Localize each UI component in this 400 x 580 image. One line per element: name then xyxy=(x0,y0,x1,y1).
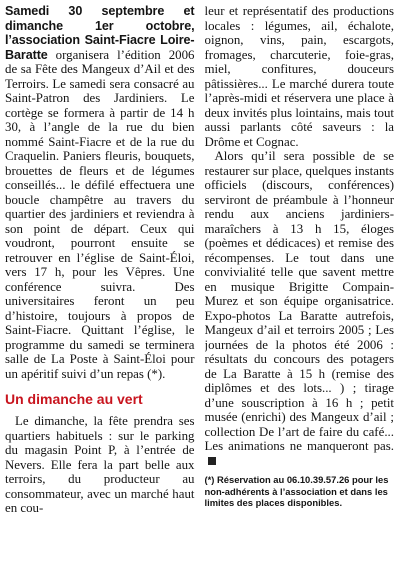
article-column-right xyxy=(205,4,395,576)
lead-text: Samedi 30 septembre et dimanche 1er octobre, l’association Saint-Fiacre Loire-Baratte xyxy=(5,4,195,62)
article-column-left xyxy=(5,4,195,576)
market-paragraph: leur et représentatif des productions locales : légumes, ail, échalote, oignon, vins, pain, escargots, fromages, charcuterie, foie-gras, miel, confitures, douceurs pâtissières... Le marché durera toute l’après-midi et réservera une place à deux invités plus lointains, mais tout aussi parlants côté saveurs : la Drôme et Cognac. xyxy=(204,4,394,149)
section-subheading: Un dimanche au vert xyxy=(5,391,143,407)
end-of-article-mark xyxy=(208,457,216,465)
reservation-footnote: (*) Réservation au 06.10.39.57.26 pour les non-adhérents à l’association et dans les limites des places disponibles. xyxy=(204,474,389,508)
intro-body: organisera l’édition 2006 de sa Fête des Mangeux d’Ail et des Terroirs. Le samedi sera consacré au Saint-Patron des Jardiniers. Le cortège se formera à partir de 14 h 30, à l’angle de la rue du bien nommé Saint-Fiacre et de la rue du Craquelin. Paniers fleuris, bouquets, brouettes de fleurs et de légumes conseillés... le défilé effectuera une boucle champêtre au travers du quartier des jardiniers et reviendra à son point de départ. Ceux qui voudront, pourront ensuite se retrouver en l’église de Saint-Éloi, vers 17 h, pour les Vêpres. Une conférence suivra. Des universitaires feront un peu d’histoire, toujours à propos de Saint-Fiacre. Quittant l’église, le programme du samedi se terminera salle de La Poste à Saint-Éloi pour un apéritif suivi d’un repas (*). xyxy=(5,47,195,381)
sunday-paragraph: Le dimanche, la fête prendra ses quartiers habituels : sur le parking du magasin Point P, à l’entrée de Nevers. Elle fera la part belle aux terroirs, du producteur au consommateur, avec un marché haut en cou- xyxy=(5,414,195,515)
intro-paragraph xyxy=(5,4,195,381)
ceremony-text: Alors qu’il sera possible de se restaurer sur place, quelques instants officiels (discours, conférences) serviront de préambule à l’honneur rendu aux anciens jardiniers-maraîchers à 13 h 15, éloges (poèmes et dédicaces) et remise des récompenses. Le tout dans une convivialité telle que savent mettre en musique Brigitte Compain-Murez et son équipe organisatrice. Expo-photos La Baratte autrefois, Mangeux d’ail et terroirs 2005 ; Les journées de la photos été 2006 : résultats du concours des potagers de La Baratte à 15 h (remise des diplômes et des lots... ) ; tirage d’une souscription à 16 h ; petit musée (enrichi) des Mangeux d’ail ; collection De l’art de faire du café... Les animations ne manqueront pas. xyxy=(204,149,394,453)
article-columns xyxy=(5,4,394,576)
ceremony-paragraph xyxy=(205,149,395,468)
